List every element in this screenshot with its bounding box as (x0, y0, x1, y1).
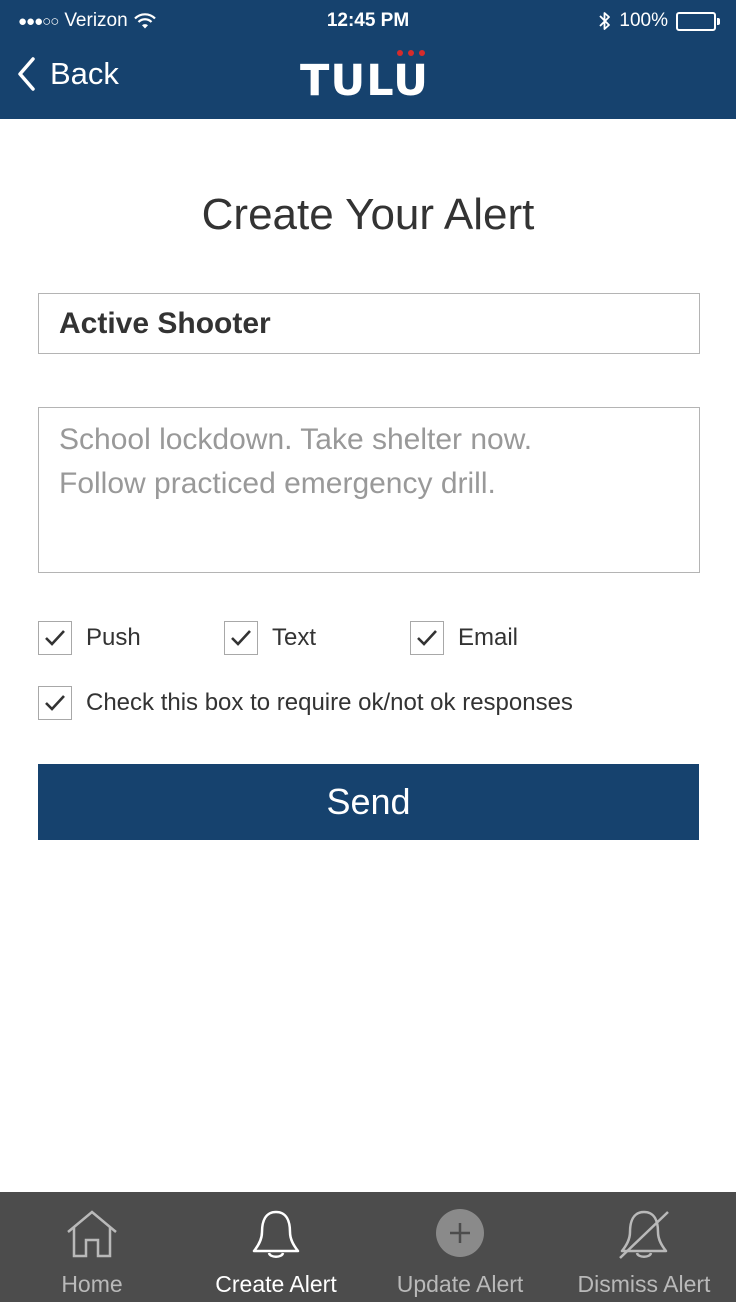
bluetooth-icon (599, 11, 611, 31)
signal-strength: ●●●○○ (18, 12, 59, 30)
battery-percent: 100% (619, 10, 668, 31)
checkbox-text[interactable] (224, 621, 316, 655)
email-checkbox[interactable] (410, 621, 444, 655)
checkbox-push[interactable] (38, 621, 141, 655)
logo-dots (397, 50, 425, 56)
checkmark-icon (416, 629, 438, 647)
bell-icon (246, 1208, 306, 1260)
push-label: Push (86, 624, 141, 651)
push-checkbox[interactable] (38, 621, 72, 655)
bell-off-icon (614, 1208, 674, 1260)
text-checkbox[interactable] (224, 621, 258, 655)
checkbox-email[interactable] (410, 621, 518, 655)
back-label: Back (50, 56, 119, 91)
checkmark-icon (44, 629, 66, 647)
bottom-tab-bar (0, 1192, 736, 1302)
tab-dismiss-alert-label: Dismiss Alert (577, 1271, 711, 1297)
tab-home[interactable] (0, 1192, 184, 1302)
battery-icon (676, 12, 716, 31)
carrier-name: Verizon (64, 10, 128, 31)
back-button[interactable] (16, 56, 119, 92)
alert-message-input[interactable] (38, 407, 700, 573)
tab-update-alert-label: Update Alert (396, 1271, 524, 1297)
app-header (0, 0, 736, 119)
page-title: Create Your Alert (201, 190, 535, 239)
tab-dismiss-alert[interactable] (552, 1192, 736, 1302)
alert-subject-input[interactable] (38, 293, 700, 354)
home-icon (62, 1208, 122, 1260)
checkbox-require-response[interactable] (38, 686, 573, 720)
tulu-logo (300, 56, 440, 106)
tab-create-alert-label: Create Alert (215, 1271, 337, 1297)
checkmark-icon (44, 694, 66, 712)
require-response-label: Check this box to require ok/not ok responses (86, 689, 573, 716)
checkmark-icon (230, 629, 252, 647)
text-label: Text (272, 624, 317, 651)
logo-text: TULU (300, 56, 430, 106)
require-response-checkbox[interactable] (38, 686, 72, 720)
clock: 12:45 PM (326, 10, 410, 31)
send-button[interactable]: Send (38, 764, 699, 840)
status-bar (0, 0, 736, 40)
email-label: Email (458, 624, 519, 651)
chevron-left-icon (16, 56, 36, 92)
tab-create-alert[interactable] (184, 1192, 368, 1302)
plus-circle-icon (430, 1208, 490, 1260)
status-right (599, 10, 716, 32)
tab-update-alert[interactable] (368, 1192, 552, 1302)
tab-home-label: Home (61, 1271, 123, 1297)
